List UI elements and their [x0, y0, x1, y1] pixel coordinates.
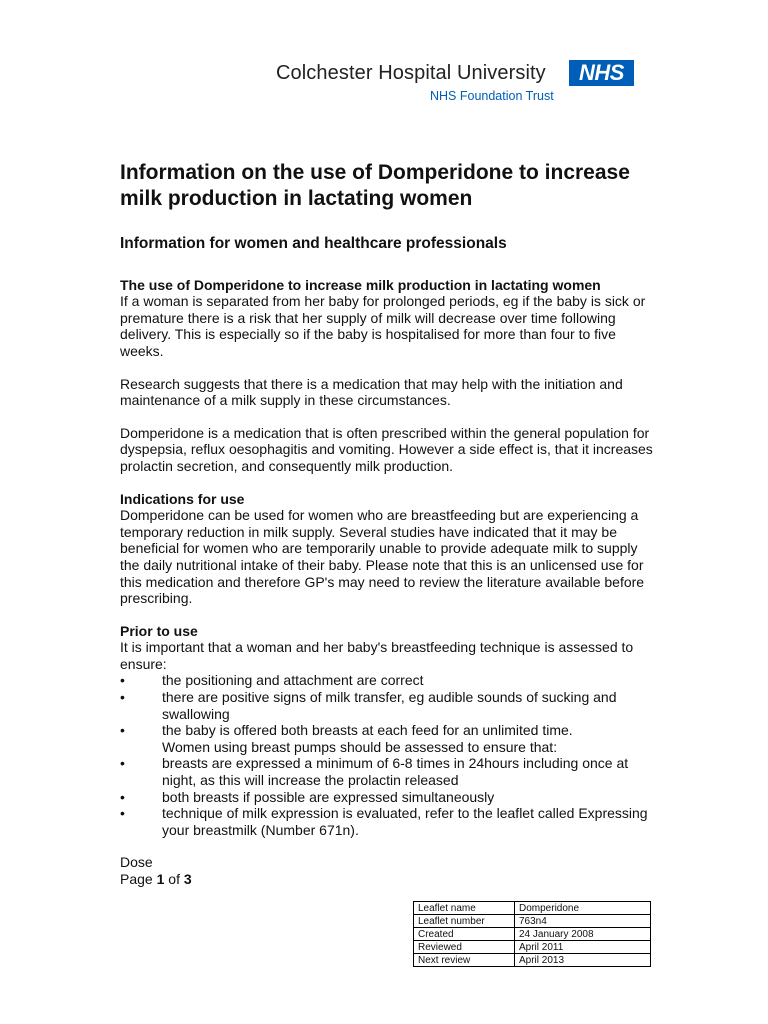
organisation-name: Colchester Hospital University	[276, 62, 546, 84]
prior-to-use-intro: It is important that a woman and her baby's breastfeeding technique is assessed to ensure:	[120, 639, 634, 672]
table-row: Next review April 2013	[414, 954, 651, 967]
table-row: Created 24 January 2008	[414, 928, 651, 941]
list-item: • there are positive signs of milk transfer, eg audible sounds of sucking and swallowing	[120, 689, 617, 722]
trust-name: NHS Foundation Trust	[430, 89, 554, 103]
breast-pump-checklist	[120, 755, 660, 838]
table-row: Reviewed April 2011	[414, 941, 651, 954]
dose-heading: Dose	[120, 854, 153, 871]
breastfeeding-checklist	[120, 672, 660, 738]
indications-heading: Indications for use	[120, 490, 245, 507]
bullet-icon: •	[120, 755, 125, 772]
bullet-icon: •	[120, 805, 125, 822]
prior-to-use-heading: Prior to use	[120, 622, 198, 639]
intro-paragraph-3: Domperidone is a medication that is often prescribed within the general population for dyspepsia, reflux oesophagitis and vomiting. However a side effect is, that it increases prolactin secretion, and consequently milk production.	[120, 424, 653, 474]
document-subtitle: Information for women and healthcare professionals	[120, 235, 507, 252]
page-number: Page 1 of 3	[120, 871, 192, 887]
leaflet-info-table	[413, 901, 651, 967]
table-row: Leaflet name Domperidone	[414, 902, 651, 915]
breast-pump-note: Women using breast pumps should be assessed to ensure that:	[162, 738, 558, 755]
intro-paragraph-2: Research suggests that there is a medication that may help with the initiation and maintenance of a milk supply in these circumstances.	[120, 375, 623, 409]
indications-paragraph: Domperidone can be used for women who are breastfeeding but are experiencing a temporary reduction in milk supply. Several studies have indicated that it may be beneficial for women who are temporarily unable to provide adequate milk to supply the daily nutritional intake of their baby. Please note that this is an unlicensed use for this medication and therefore GP's may need to review the literature available before prescribing.	[120, 507, 645, 607]
bullet-icon: •	[120, 672, 125, 689]
list-item: • technique of milk expression is evaluated, refer to the leaflet called Expressing your breastmilk (Number 671n).	[120, 805, 648, 838]
document-title: Information on the use of Domperidone to increase milk production in lactating women	[120, 161, 630, 210]
list-item: • both breasts if possible are expressed simultaneously	[120, 788, 495, 805]
intro-paragraph-1: If a woman is separated from her baby for prolonged periods, eg if the baby is sick or premature there is a risk that her supply of milk will decrease over time following delivery. This is especially so if the baby is hospitalised for more than four to five weeks.	[120, 293, 646, 359]
document-header	[276, 58, 636, 108]
list-item: • the baby is offered both breasts at each feed for an unlimited time.	[120, 722, 573, 739]
bullet-icon: •	[120, 722, 125, 739]
nhs-logo: NHS	[569, 60, 634, 86]
intro-heading: The use of Domperidone to increase milk production in lactating women	[120, 276, 601, 293]
list-item: • the positioning and attachment are correct	[120, 672, 424, 689]
list-item: • breasts are expressed a minimum of 6-8 times in 24hours including once at night, as this will increase the prolactin released	[120, 755, 629, 789]
table-row: Leaflet number 763n4	[414, 915, 651, 928]
bullet-icon: •	[120, 689, 125, 706]
bullet-icon: •	[120, 788, 125, 805]
document-body	[120, 160, 660, 888]
